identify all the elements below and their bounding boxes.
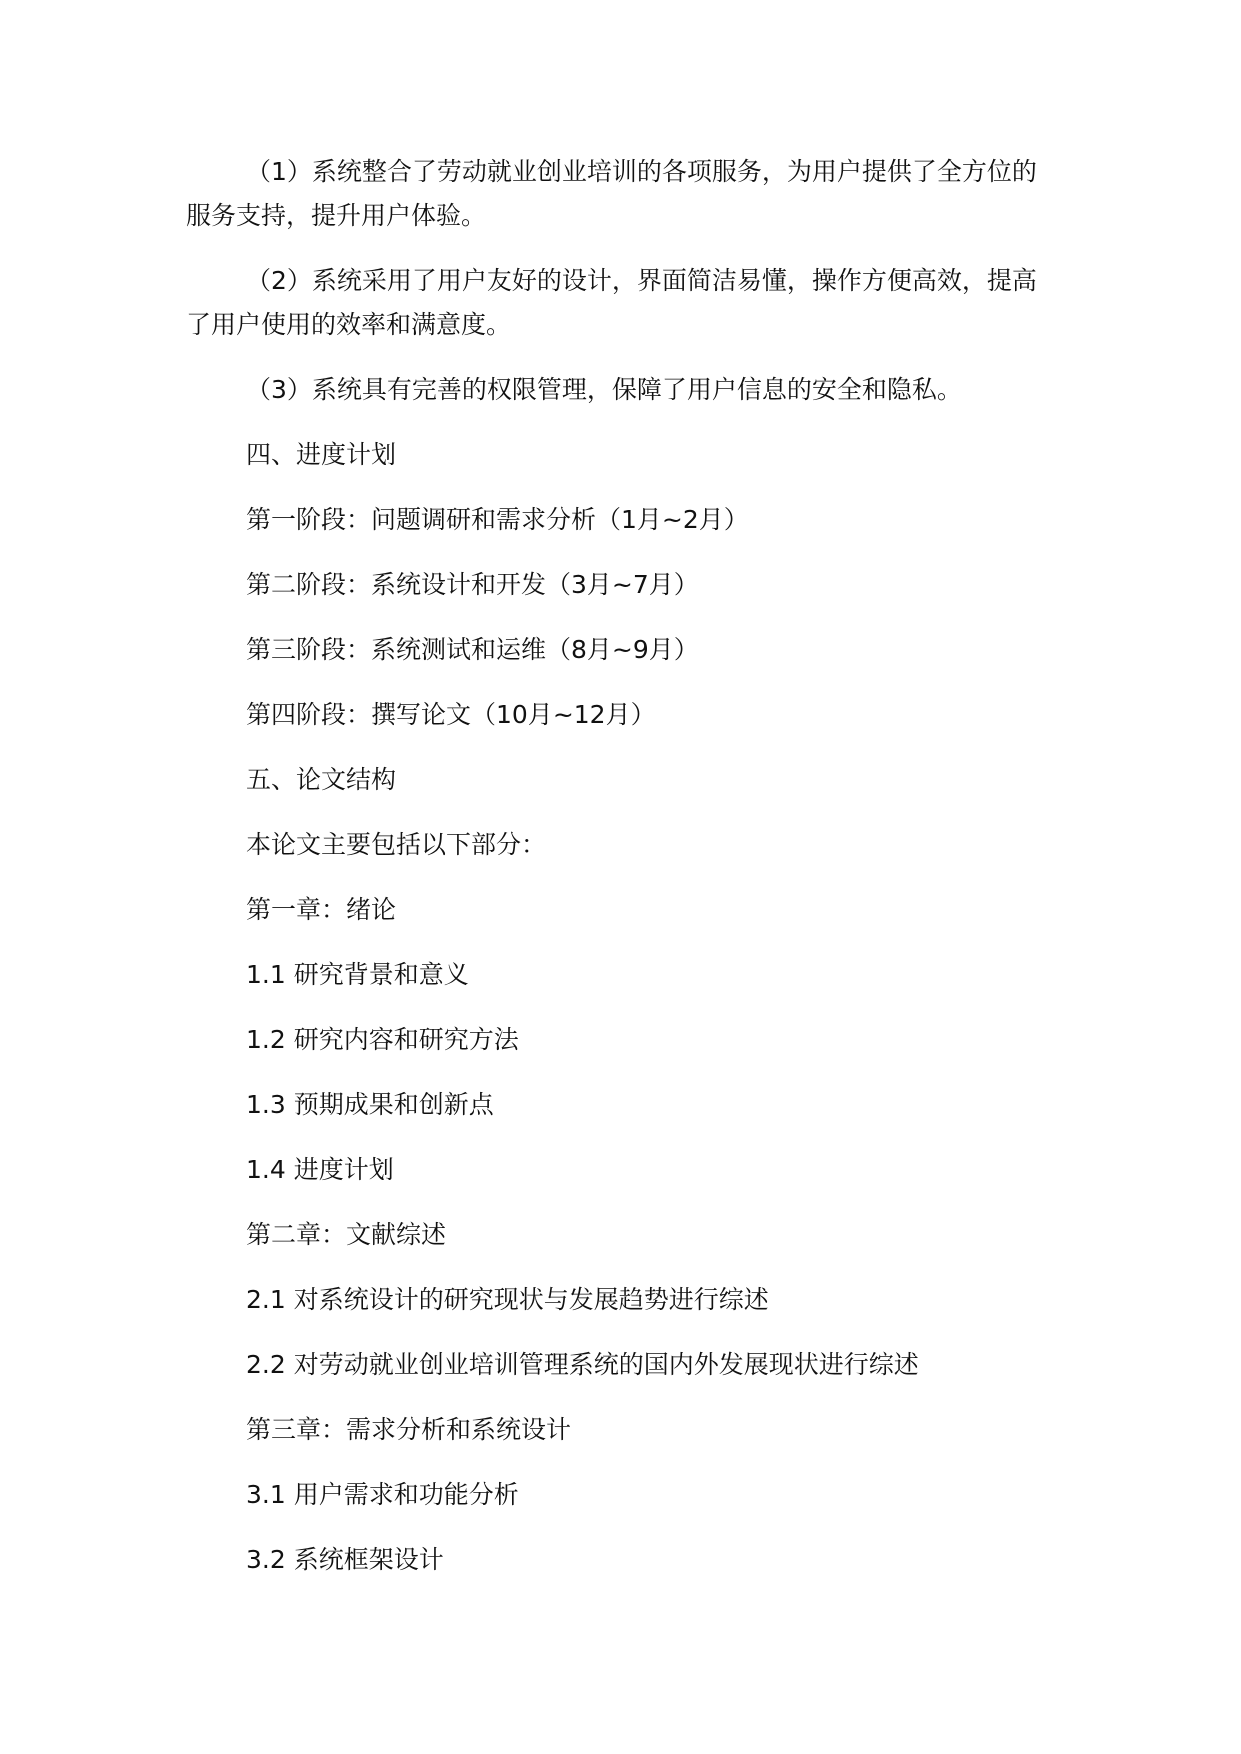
section-heading-schedule: 四、进度计划	[246, 440, 397, 469]
structure-intro: 本论文主要包括以下部分：	[246, 830, 547, 859]
section-heading-structure: 五、论文结构	[246, 765, 397, 794]
document-body	[186, 150, 1056, 1603]
schedule-item: 第一阶段：问题调研和需求分析（1月~2月）	[246, 505, 749, 534]
schedule-item: 第三阶段：系统测试和运维（8月~9月）	[246, 635, 699, 664]
advantage-paragraph-1: （1）系统整合了劳动就业创业培训的各项服务，为用户提供了全方位的服务支持，提升用户体验。	[186, 157, 1037, 230]
advantage-paragraph-3: （3）系统具有完善的权限管理，保障了用户信息的安全和隐私。	[246, 375, 962, 404]
outline-item: 2.2 对劳动就业创业培训管理系统的国内外发展现状进行综述	[246, 1350, 919, 1379]
chapter-heading: 第三章：需求分析和系统设计	[246, 1415, 572, 1444]
outline-item: 3.2 系统框架设计	[246, 1545, 444, 1574]
outline-item: 1.1 研究背景和意义	[246, 960, 469, 989]
advantage-paragraph-2: （2）系统采用了用户友好的设计，界面简洁易懂，操作方便高效，提高了用户使用的效率和满意度。	[186, 266, 1037, 339]
outline-item: 1.4 进度计划	[246, 1155, 394, 1184]
schedule-item: 第四阶段：撰写论文（10月~12月）	[246, 700, 656, 729]
chapter-heading: 第一章：绪论	[246, 895, 397, 924]
outline-item: 1.2 研究内容和研究方法	[246, 1025, 519, 1054]
outline-item: 3.1 用户需求和功能分析	[246, 1480, 519, 1509]
schedule-item: 第二阶段：系统设计和开发（3月~7月）	[246, 570, 699, 599]
outline-item: 2.1 对系统设计的研究现状与发展趋势进行综述	[246, 1285, 769, 1314]
outline-item: 1.3 预期成果和创新点	[246, 1090, 494, 1119]
chapter-heading: 第二章：文献综述	[246, 1220, 447, 1249]
